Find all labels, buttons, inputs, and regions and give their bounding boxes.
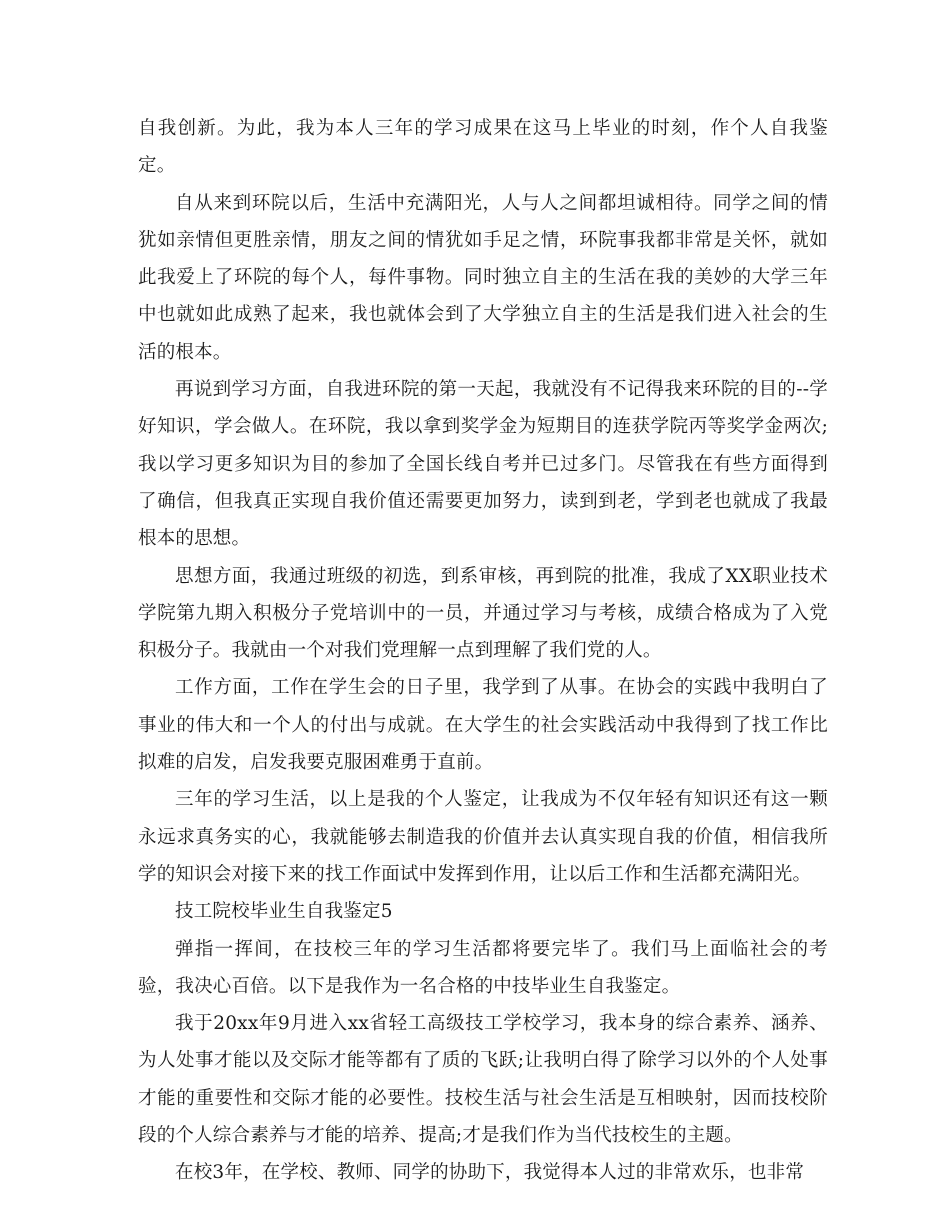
paragraph-work: 工作方面，工作在学生会的日子里，我学到了从事。在协会的实践中我明白了事业的伟大和一个人的付出与成就。在大学生的社会实践活动中我得到了找工作比拟难的启发，启发我要克服困难勇于直前。 xyxy=(138,677,828,774)
paragraph-study: 再说到学习方面，自我进环院的第一天起，我就没有不记得我来环院的目的--学好知识，学会做人。在环院，我以拿到奖学金为短期目的连获学院丙等奖学金两次;我以学习更多知识为目的参加了全国长线自考并已过多门。尽管我在有些方面得到了确信，但我真正实现自我价值还需要更加努力，读到到老，学到老也就成了我最根本的思想。 xyxy=(138,379,828,550)
paragraph-intro: 弹指一挥间，在技校三年的学习生活都将要完毕了。我们马上面临社会的考验，我决心百倍。以下是我作为一名合格的中技毕业生自我鉴定。 xyxy=(138,938,828,997)
paragraph-continuation: 自我创新。为此，我为本人三年的学习成果在这马上毕业的时刻，作个人自我鉴定。 xyxy=(138,118,828,177)
section-heading: 技工院校毕业生自我鉴定5 xyxy=(175,901,393,923)
document-body xyxy=(138,110,828,1192)
paragraph-campus-life: 自从来到环院以后，生活中充满阳光，人与人之间都坦诚相待。同学之间的情犹如亲情但更胜亲情，朋友之间的情犹如手足之情，环院事我都非常是关怀，就如此我爱上了环院的每个人，每件事物。同时独立自主的生活在我的美妙的大学三年中也就如此成熟了起来，我也就体会到了大学独立自主的生活是我们进入社会的生活的根本。 xyxy=(138,192,828,363)
paragraph-three-years: 在校3年，在学校、教师、同学的协助下，我觉得本人过的非常欢乐，也非常 xyxy=(175,1162,805,1184)
paragraph-summary: 三年的学习生活，以上是我的个人鉴定，让我成为不仅年轻有知识还有这一颗永远求真务实的心，我就能够去制造我的价值并去认真实现自我的价值，相信我所学的知识会对接下来的找工作面试中发挥到作用，让以后工作和生活都充满阳光。 xyxy=(138,789,828,885)
paragraph-enrollment: 我于20xx年9月进入xx省轻工高级技工学校学习，我本身的综合素养、涵养、为人处事才能以及交际才能等都有了质的飞跃;让我明白得了除学习以外的个人处事才能的重要性和交际才能的必要性。技校生活与社会生活是互相映射，因而技校阶段的个人综合素养与才能的培养、提高;才是我们作为当代技校生的主题。 xyxy=(138,1013,828,1147)
paragraph-thought: 思想方面，我通过班级的初选，到系审核，再到院的批准，我成了XX职业技术学院第九期入积极分子党培训中的一员，并通过学习与考核，成绩合格成为了入党积极分子。我就由一个对我们党理解一点到理解了我们党的人。 xyxy=(138,565,828,662)
